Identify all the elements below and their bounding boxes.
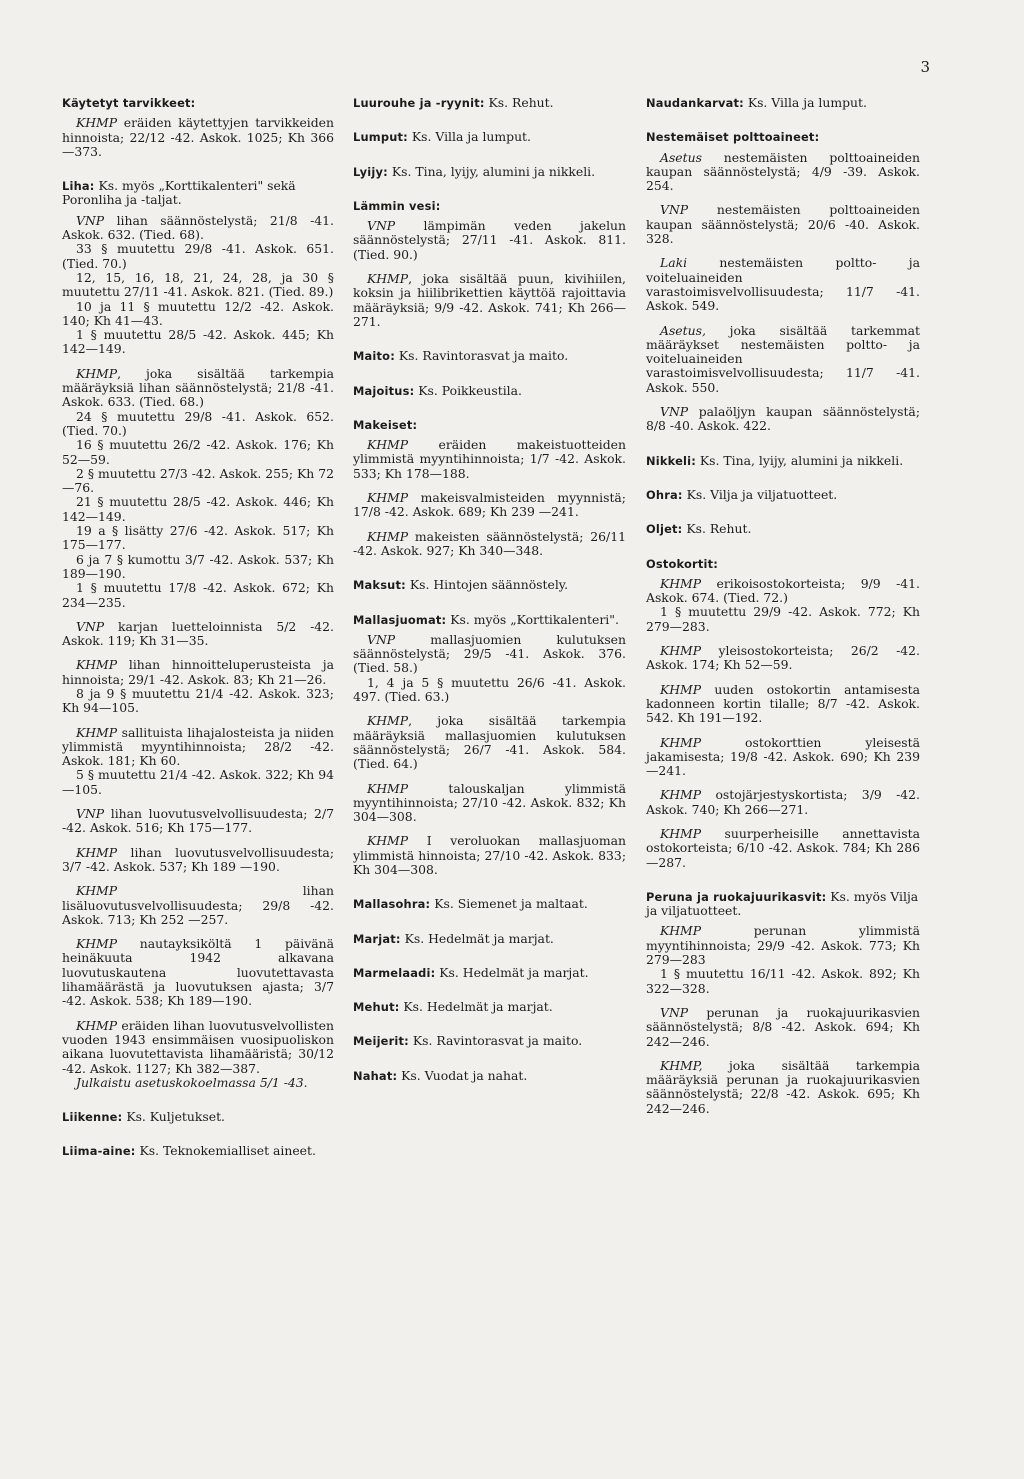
entry-reference: Ks. myös „Korttikalenteri" sekä Poronliha ja -taljat. bbox=[62, 178, 296, 208]
decree-text: , joka sisältää tarkempia määräyksiä mallasjuomien kulutuksen säännöstelystä; 26/7 -41. Askok. 584. (Tied. 64.) bbox=[353, 713, 626, 772]
decree-text: 8 ja 9 § muutettu 21/4 -42. Askok. 323; Kh 94—105. bbox=[62, 685, 334, 716]
entry-paragraph bbox=[646, 151, 920, 194]
entry-reference: Ks. Teknokemialliset aineet. bbox=[135, 1143, 316, 1159]
entry-paragraph bbox=[646, 644, 920, 673]
entry-paragraph bbox=[353, 834, 626, 877]
entry-paragraph bbox=[353, 491, 626, 520]
entry-paragraph bbox=[646, 683, 920, 726]
entry-reference: Ks. Hedelmät ja marjat. bbox=[435, 964, 589, 980]
entry-paragraph bbox=[646, 967, 920, 996]
entry-heading: Oljet: bbox=[646, 522, 683, 537]
entry-headline bbox=[353, 96, 626, 110]
entry-heading: Nahat: bbox=[353, 1068, 398, 1083]
entry-paragraph bbox=[62, 553, 334, 582]
entry-paragraph bbox=[353, 782, 626, 825]
decree-text: , joka sisältää tarkempia määräyksiä lihan säännöstelystä; 21/8 -41. Askok. 633. (Tied. 68.) bbox=[62, 365, 334, 410]
entry-paragraph bbox=[646, 577, 920, 606]
entry-paragraph bbox=[353, 219, 626, 262]
entry-heading: Ostokortit: bbox=[646, 556, 718, 571]
decree-text: 2 § muutettu 27/3 -42. Askok. 255; Kh 72—76. bbox=[62, 465, 334, 496]
index-entry bbox=[353, 613, 626, 878]
index-entry bbox=[646, 454, 920, 468]
decree-type: KHMP bbox=[660, 575, 702, 591]
index-entry bbox=[646, 890, 920, 1116]
entry-headline bbox=[62, 96, 334, 110]
decree-type: KHMP bbox=[367, 528, 409, 544]
entry-headline bbox=[646, 488, 920, 502]
entry-paragraph bbox=[62, 410, 334, 439]
entry-headline bbox=[646, 130, 920, 144]
entry-paragraph bbox=[353, 530, 626, 559]
entry-paragraph bbox=[646, 1059, 920, 1116]
entry-reference: Ks. Ravintorasvat ja maito. bbox=[408, 1033, 583, 1049]
entry-paragraph bbox=[62, 937, 334, 1008]
index-column-2 bbox=[353, 96, 626, 1103]
entry-headline bbox=[353, 1069, 626, 1083]
decree-type: Asetus bbox=[660, 149, 702, 165]
decree-text: lämpimän veden jakelun säännöstelystä; 27/11 -41. Askok. 811. (Tied. 90.) bbox=[353, 218, 626, 262]
entry-headline bbox=[353, 130, 626, 144]
decree-text: nestemäisten polttoaineiden kaupan säännöstelystä; 20/6 -40. Askok. 328. bbox=[646, 202, 920, 247]
entry-headline bbox=[353, 349, 626, 363]
entry-paragraph bbox=[62, 242, 334, 271]
decree-type: KHMP bbox=[367, 490, 409, 506]
entry-headline bbox=[353, 613, 626, 627]
decree-text: ostojärjestyskortista; 3/9 -42. Askok. 740; Kh 266—271. bbox=[646, 787, 920, 817]
decree-type: KHMP bbox=[660, 681, 702, 697]
decree-type: VNP bbox=[367, 631, 396, 647]
index-entry bbox=[646, 522, 920, 536]
entry-reference: Ks. Hedelmät ja marjat. bbox=[400, 930, 554, 946]
entry-headline bbox=[353, 1000, 626, 1014]
entry-paragraph bbox=[62, 271, 334, 300]
entry-heading: Ohra: bbox=[646, 487, 683, 502]
index-entry bbox=[62, 96, 334, 159]
entry-reference: Ks. Poikkeustila. bbox=[414, 382, 522, 398]
index-entry bbox=[353, 1069, 626, 1083]
entry-reference: Ks. myös „Korttikalenteri". bbox=[446, 611, 619, 627]
decree-text: 19 a § lisätty 27/6 -42. Askok. 517; Kh 175—177. bbox=[62, 523, 334, 553]
entry-paragraph bbox=[353, 633, 626, 676]
decree-text: 1, 4 ja 5 § muutettu 26/6 -41. Askok. 497. (Tied. 63.) bbox=[353, 674, 626, 705]
decree-text: 16 § muutettu 26/2 -42. Askok. 176; Kh 52—59. bbox=[62, 437, 334, 467]
entry-paragraph bbox=[646, 324, 920, 395]
entry-reference: Ks. Vuodat ja nahat. bbox=[397, 1067, 528, 1083]
decree-type: KHMP bbox=[660, 643, 702, 659]
entry-reference: Ks. Rehut. bbox=[484, 95, 554, 110]
decree-text: sallituista lihajalosteista ja niiden ylimmistä myyntihinnoista; 28/2 -42. Askok. 181; Kh 60. bbox=[62, 724, 334, 769]
entry-heading: Makeiset: bbox=[353, 417, 418, 432]
entry-paragraph bbox=[646, 605, 920, 634]
decree-text: I veroluokan mallasjuoman ylimmistä hinnoista; 27/10 -42. Askok. 833; Kh 304—308. bbox=[353, 833, 626, 877]
entry-heading: Liima-aine: bbox=[62, 1144, 136, 1159]
decree-text: 1 § muutettu 29/9 -42. Askok. 772; Kh 279—283. bbox=[646, 604, 920, 634]
decree-text: 24 § muutettu 29/8 -41. Askok. 652. (Tied. 70.) bbox=[62, 408, 334, 438]
entry-reference: Ks. Ravintorasvat ja maito. bbox=[394, 348, 569, 364]
entry-heading: Luurouhe ja -ryynit: bbox=[353, 96, 485, 110]
entry-paragraph bbox=[62, 687, 334, 716]
decree-type: KHMP bbox=[76, 936, 118, 952]
entry-reference: Ks. Vilja ja viljatuotteet. bbox=[682, 486, 838, 502]
entry-reference: Ks. Villa ja lumput. bbox=[743, 95, 867, 110]
entry-heading: Liha: bbox=[62, 179, 95, 194]
entry-headline bbox=[353, 165, 626, 179]
entry-heading: Marjat: bbox=[353, 931, 401, 946]
entry-heading: Majoitus: bbox=[353, 383, 415, 398]
entry-headline bbox=[353, 897, 626, 911]
entry-paragraph bbox=[646, 827, 920, 870]
entry-headline bbox=[646, 454, 920, 468]
decree-text: mallasjuomien kulutuksen säännöstelystä; 29/5 -41. Askok. 376. (Tied. 58.) bbox=[353, 631, 626, 676]
page-number: 3 bbox=[920, 58, 930, 76]
entry-reference: Ks. Rehut. bbox=[682, 521, 752, 537]
decree-text: eräiden makeistuotteiden ylimmistä myyntihinnoista; 1/7 -42. Askok. 533; Kh 178—188. bbox=[353, 437, 626, 481]
decree-text: 1 § muutettu 16/11 -42. Askok. 892; Kh 322—328. bbox=[646, 966, 920, 996]
decree-text: uuden ostokortin antamisesta kadonneen kortin tilalle; 8/7 -42. Askok. 542. Kh 191—192. bbox=[646, 681, 920, 726]
decree-text: nestemäisten poltto- ja voiteluaineiden varastoimisvelvollisuudesta; 11/7 -41. Askok. 549. bbox=[646, 255, 920, 314]
entry-paragraph bbox=[353, 272, 626, 329]
entry-reference: Ks. Tina, lyijy, alumini ja nikkeli. bbox=[387, 163, 596, 179]
entry-headline bbox=[646, 557, 920, 571]
decree-type: VNP bbox=[660, 202, 689, 218]
entry-headline bbox=[353, 932, 626, 946]
entry-paragraph bbox=[353, 438, 626, 481]
entry-reference: Ks. Siemenet ja maltaat. bbox=[430, 896, 588, 912]
entry-headline bbox=[353, 966, 626, 980]
decree-text: nestemäisten polttoaineiden kaupan säännöstelystä; 4/9 -39. Askok. 254. bbox=[646, 149, 920, 194]
decree-text: yleisostokorteista; 26/2 -42. Askok. 174; Kh 52—59. bbox=[646, 643, 920, 673]
decree-text: lihan säännöstelystä; 21/8 -41. Askok. 632. (Tied. 68). bbox=[62, 212, 334, 243]
entry-paragraph bbox=[646, 788, 920, 817]
index-entry bbox=[353, 349, 626, 363]
entry-heading: Meijerit: bbox=[353, 1034, 409, 1049]
entry-heading: Lyijy: bbox=[353, 164, 388, 179]
entry-heading: Lumput: bbox=[353, 130, 408, 145]
decree-text: 21 § muutettu 28/5 -42. Askok. 446; Kh 142—149. bbox=[62, 494, 334, 524]
entry-heading: Mehut: bbox=[353, 1000, 400, 1015]
entry-heading: Mallasjuomat: bbox=[353, 612, 447, 627]
decree-type: VNP bbox=[76, 806, 105, 822]
index-column-3 bbox=[646, 96, 920, 1136]
entry-paragraph bbox=[646, 203, 920, 246]
index-entry bbox=[353, 578, 626, 592]
decree-text: 6 ja 7 § kumottu 3/7 -42. Askok. 537; Kh 189—190. bbox=[62, 551, 334, 581]
decree-text: talouskaljan ylimmistä myyntihinnoista; 27/10 -42. Askok. 832; Kh 304—308. bbox=[353, 780, 626, 825]
decree-text: eräiden lihan luovutusvelvollisten vuoden 1943 ensimmäisen vuosipuoliskon aikana luovutettavista lihamääristä; 30/12 -42. Askok. 1127; Kh 382—387. bbox=[62, 1017, 334, 1076]
entry-paragraph bbox=[62, 300, 334, 329]
decree-text: makeisvalmisteiden myynnistä; 17/8 -42. Askok. 689; Kh 239 —241. bbox=[353, 490, 626, 520]
decree-type: KHMP, bbox=[660, 1057, 703, 1073]
decree-text: makeisten säännöstelystä; 26/11 -42. Askok. 927; Kh 340—348. bbox=[353, 528, 626, 558]
entry-headline bbox=[353, 1034, 626, 1048]
entry-paragraph bbox=[62, 846, 334, 875]
decree-text: lihan lisäluovutusvelvollisuudesta; 29/8 -42. Askok. 713; Kh 252 —257. bbox=[62, 883, 334, 927]
index-entry bbox=[646, 96, 920, 110]
index-column-1 bbox=[62, 96, 334, 1179]
index-entry bbox=[62, 179, 334, 1090]
index-entry bbox=[353, 966, 626, 980]
entry-paragraph bbox=[62, 581, 334, 610]
entry-paragraph bbox=[62, 328, 334, 357]
decree-type: VNP bbox=[76, 212, 105, 228]
index-entry bbox=[353, 418, 626, 558]
decree-type: VNP bbox=[367, 218, 396, 234]
decree-type: KHMP bbox=[367, 713, 409, 729]
decree-text: 10 ja 11 § muutettu 12/2 -42. Askok. 140; Kh 41—43. bbox=[62, 298, 334, 328]
index-entry bbox=[353, 1000, 626, 1014]
decree-type: KHMP bbox=[76, 1017, 118, 1033]
entry-reference: Ks. Tina, lyijy, alumini ja nikkeli. bbox=[695, 452, 904, 468]
entry-reference: Ks. Villa ja lumput. bbox=[407, 129, 531, 145]
index-entry bbox=[646, 557, 920, 870]
decree-text: 33 § muutettu 29/8 -41. Askok. 651. (Tied. 70.) bbox=[62, 241, 334, 271]
decree-text: suurperheisille annettavista ostokorteista; 6/10 -42. Askok. 784; Kh 286—287. bbox=[646, 825, 920, 870]
entry-paragraph bbox=[62, 658, 334, 687]
publication-note: Julkaistu asetuskokoelmassa 5/1 -43. bbox=[76, 1074, 308, 1090]
entry-paragraph bbox=[646, 1006, 920, 1049]
entry-heading: Nestemäiset polttoaineet: bbox=[646, 130, 820, 145]
decree-text: , joka sisältää puun, kivihiilen, koksin ja hiilibrikettien käyttöä rajoittavia määräyksiä; 9/9 -42. Askok. 741; Kh 266—271. bbox=[353, 271, 626, 329]
index-entry bbox=[353, 932, 626, 946]
index-entry bbox=[353, 897, 626, 911]
entry-paragraph bbox=[646, 405, 920, 434]
entry-paragraph bbox=[62, 807, 334, 836]
entry-heading: Käytetyt tarvikkeet: bbox=[62, 96, 196, 110]
entry-paragraph bbox=[62, 438, 334, 467]
decree-text: eräiden käytettyjen tarvikkeiden hinnoista; 22/12 -42. Askok. 1025; Kh 366—373. bbox=[62, 115, 334, 159]
decree-type: KHMP bbox=[76, 883, 118, 899]
decree-text: joka sisältää tarkempia määräyksiä perunan ja ruokajuurikasvien säännöstelystä; 22/8 -42. Askok. 695; Kh 242—246. bbox=[646, 1057, 920, 1116]
entry-paragraph bbox=[646, 256, 920, 313]
decree-text: perunan ja ruokajuurikasvien säännöstelystä; 8/8 -42. Askok. 694; Kh 242—246. bbox=[646, 1004, 920, 1049]
entry-paragraph bbox=[62, 495, 334, 524]
decree-type: VNP bbox=[660, 404, 689, 420]
decree-text: 1 § muutettu 28/5 -42. Askok. 445; Kh 142—149. bbox=[62, 327, 334, 357]
entry-paragraph bbox=[646, 736, 920, 779]
entry-paragraph bbox=[62, 214, 334, 243]
decree-text: ostokorttien yleisestä jakamisesta; 19/8 -42. Askok. 690; Kh 239—241. bbox=[646, 734, 920, 779]
entry-headline bbox=[353, 384, 626, 398]
index-entry bbox=[353, 199, 626, 329]
entry-headline bbox=[646, 890, 920, 919]
entry-heading: Maito: bbox=[353, 349, 395, 364]
decree-text: nautayksiköltä 1 päivänä heinäkuuta 1942 alkavana luovutuskautena luovutettavasta lihamäärästä ja luovutuksen ajasta; 3/7 -42. Askok. 538; Kh 189—190. bbox=[62, 936, 334, 1009]
decree-type: KHMP bbox=[367, 780, 409, 796]
entry-heading: Liikenne: bbox=[62, 1110, 123, 1125]
decree-text: joka sisältää tarkemmat määräykset nestemäisten poltto- ja voiteluaineiden varastoimisvelvollisuudesta; 11/7 -41. Askok. 550. bbox=[646, 322, 920, 395]
index-entry bbox=[353, 165, 626, 179]
entry-paragraph bbox=[62, 1019, 334, 1076]
entry-headline bbox=[646, 96, 920, 110]
decree-type: KHMP bbox=[660, 787, 702, 803]
decree-type: KHMP bbox=[76, 365, 118, 381]
decree-text: erikoisostokorteista; 9/9 -41. Askok. 674. (Tied. 72.) bbox=[646, 575, 920, 606]
entry-heading: Peruna ja ruokajuurikasvit: bbox=[646, 889, 827, 904]
decree-text: 1 § muutettu 17/8 -42. Askok. 672; Kh 234—235. bbox=[62, 580, 334, 610]
entry-heading: Nikkeli: bbox=[646, 453, 696, 468]
decree-type: KHMP bbox=[367, 437, 409, 453]
decree-text: lihan luovutusvelvollisuudesta; 3/7 -42. Askok. 537; Kh 189 —190. bbox=[62, 844, 334, 874]
entry-headline bbox=[646, 522, 920, 536]
decree-text: 12, 15, 16, 18, 21, 24, 28, ja 30 § muutettu 27/11 -41. Askok. 821. (Tied. 89.) bbox=[62, 269, 334, 300]
entry-headline bbox=[62, 179, 334, 208]
decree-type: KHMP bbox=[660, 825, 702, 841]
entry-paragraph bbox=[62, 467, 334, 496]
entry-headline bbox=[353, 199, 626, 213]
decree-type: Asetus, bbox=[660, 322, 706, 338]
index-entry bbox=[353, 384, 626, 398]
entry-heading: Lämmin vesi: bbox=[353, 198, 441, 213]
decree-type: KHMP bbox=[660, 734, 702, 750]
decree-type: VNP bbox=[660, 1004, 689, 1020]
decree-text: karjan luetteloinnista 5/2 -42. Askok. 119; Kh 31—35. bbox=[62, 618, 334, 649]
decree-type: KHMP bbox=[76, 724, 118, 740]
entry-reference: Ks. Hintojen säännöstely. bbox=[405, 577, 569, 593]
decree-type: KHMP bbox=[76, 844, 118, 860]
decree-text: palaöljyn kaupan säännöstelystä; 8/8 -40. Askok. 422. bbox=[646, 404, 920, 434]
entry-heading: Maksut: bbox=[353, 578, 406, 593]
index-entry bbox=[353, 96, 626, 110]
entry-headline bbox=[62, 1110, 334, 1124]
entry-heading: Marmelaadi: bbox=[353, 965, 436, 980]
entry-paragraph bbox=[62, 620, 334, 649]
decree-text: lihan hinnoitteluperusteista ja hinnoista; 29/1 -42. Askok. 83; Kh 21—26. bbox=[62, 657, 334, 687]
entry-paragraph bbox=[353, 676, 626, 705]
decree-type: KHMP bbox=[367, 833, 409, 849]
index-entry bbox=[353, 1034, 626, 1048]
decree-type: Laki bbox=[660, 255, 688, 271]
entry-headline bbox=[353, 418, 626, 432]
index-entry bbox=[62, 1110, 334, 1124]
entry-paragraph bbox=[62, 116, 334, 159]
index-entry bbox=[646, 130, 920, 433]
decree-type: KHMP bbox=[76, 115, 118, 131]
decree-type: KHMP bbox=[76, 657, 118, 673]
index-entry bbox=[646, 488, 920, 502]
decree-type: KHMP bbox=[660, 923, 702, 939]
entry-paragraph bbox=[62, 524, 334, 553]
entry-paragraph bbox=[62, 768, 334, 797]
decree-type: VNP bbox=[76, 618, 105, 634]
entry-reference: Ks. myös Vilja ja viljatuotteet. bbox=[646, 888, 919, 919]
entry-paragraph bbox=[62, 726, 334, 769]
entry-paragraph bbox=[62, 367, 334, 410]
entry-headline bbox=[62, 1144, 334, 1158]
index-entry bbox=[353, 130, 626, 144]
decree-text: perunan ylimmistä myyntihinnoista; 29/9 -42. Askok. 773; Kh 279—283 bbox=[646, 923, 920, 968]
entry-paragraph bbox=[646, 924, 920, 967]
decree-text: lihan luovutusvelvollisuudesta; 2/7 -42. Askok. 516; Kh 175—177. bbox=[62, 806, 334, 836]
entry-paragraph bbox=[62, 884, 334, 927]
decree-text: 5 § muutettu 21/4 -42. Askok. 322; Kh 94—105. bbox=[62, 767, 334, 797]
entry-reference: Ks. Hedelmät ja marjat. bbox=[399, 999, 553, 1015]
entry-headline bbox=[353, 578, 626, 592]
index-entry bbox=[62, 1144, 334, 1158]
entry-reference: Ks. Kuljetukset. bbox=[122, 1109, 225, 1125]
decree-type: KHMP bbox=[367, 271, 409, 287]
entry-heading: Mallasohra: bbox=[353, 897, 431, 912]
entry-paragraph bbox=[353, 714, 626, 771]
entry-heading: Naudankarvat: bbox=[646, 96, 744, 110]
